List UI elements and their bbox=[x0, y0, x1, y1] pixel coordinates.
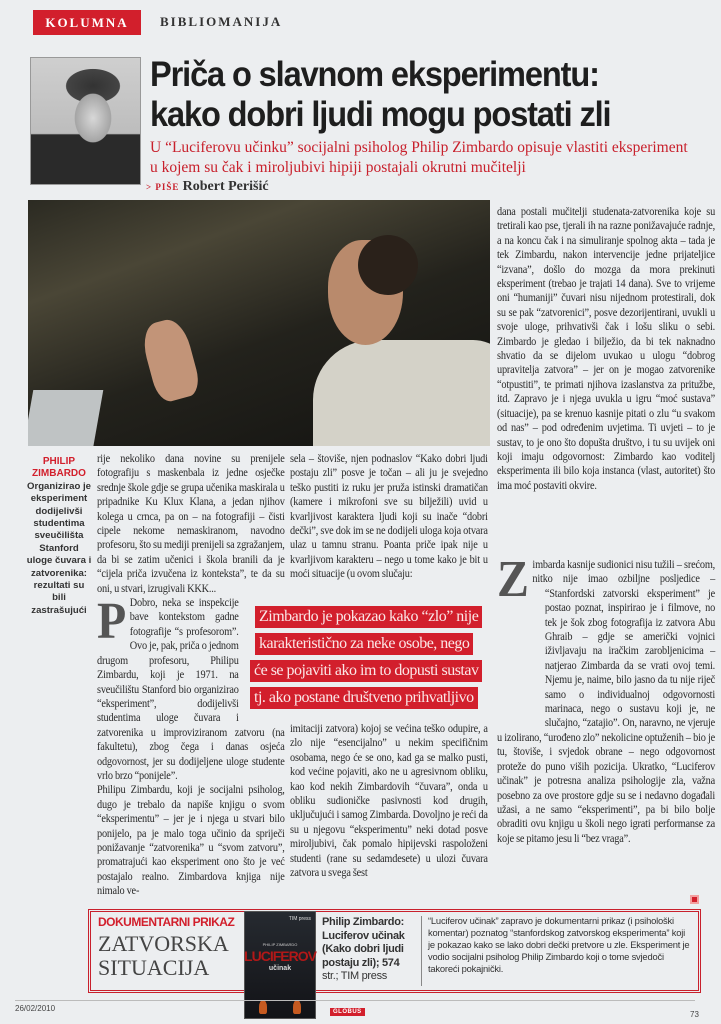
flame-icon bbox=[259, 1000, 267, 1014]
article-column-2-bottom: imitaciji zatvora) kojoj se većina teško odupire, a zlo nije “esencijalno” u nekim specifičnim osobama, nego će se ono, kad ga se malko pusti, kod većine pojaviti, ako ne u agresivnom obliku, kao kod nekih Zimbardovih “čuvara”, onda u obliku sudioničke pasivnosti kod drugih, uključujući i samog Zimbarda. Dovoljno je reći da su u njegovu “eksperimentu” neki dotad posve miroljubivi, čak pomalo hipijevski raspoloženi studenti (rane su sedamdesete) u ulozi čuvara zatvora u svega šest bbox=[290, 723, 488, 880]
magazine-logo: GLOBUS bbox=[330, 1008, 365, 1016]
photo-laptop bbox=[28, 390, 103, 446]
drop-cap: Z bbox=[497, 551, 529, 608]
end-mark-icon bbox=[690, 895, 699, 904]
paragraph: rije nekoliko dana novine su prenijele fotografiju s maskenbala iz jedne osječke srednje škole gdje se grupa učenika maskirala u pripadnike Ku Klux Klana, a jedan njihov kolega u crnca, pa on – na fotografiji – čisti cipele nekome nemaskiranom, navodno profesoru, što su mediji prenijeli sa zgražanjem, da bi se zatim učenici i škola branili da je “cijela priča izvučena iz konteksta”, te da su oni, u stvari, izrugivali KKK... bbox=[97, 453, 285, 595]
main-photo bbox=[28, 200, 490, 446]
pull-quote-line: tj. ako postane društveno prihvatljivo bbox=[250, 687, 478, 709]
author-name: Robert Perišić bbox=[182, 179, 269, 194]
paragraph: Philipu Zimbardu, koji je socijalni psiholog, dugo je trebalo da napiše knjigu o svom “eksperimentu” – jer je i njega u stvari bilo ponijelo, pa je malo toga učinio da spriječi ponižavanje “zatvorenika” u “svom zatvoru”, promatrajući kao eksperiment ono što je već postajalo realno. Zimbardova knjiga nije nimalo ve- bbox=[97, 784, 285, 898]
review-text: “Luciferov učinak” zapravo je dokumentarni prikaz (i psihološki komentar) poznatog “stanfordskog zatvorskog eksperimenta” koji je pokazao kako se lako dobri dečki pretvore u zle. Eksperiment je vodio socijalni psiholog Philip Zimbardo koji o tome svjedoči takoreći pokajnički. bbox=[428, 915, 690, 974]
drop-cap: P bbox=[97, 593, 127, 650]
page-number: 73 bbox=[690, 1010, 699, 1019]
book-info-publisher: str.; TIM press bbox=[322, 970, 387, 982]
photo-hair bbox=[358, 235, 418, 295]
photo-hand bbox=[138, 316, 202, 405]
review-title bbox=[98, 932, 229, 980]
pull-quote-line: karakteristično za neke osobe, nego bbox=[255, 633, 473, 655]
article-subtitle: U “Luciferovu učinku” socijalni psiholog Philip Zimbardo opisuje vlastiti eksperiment u kojem su čak i miroljubivi hipiji postajali okrutni mučitelji bbox=[150, 139, 688, 176]
cover-publisher: TIM press bbox=[288, 916, 311, 922]
caption-text: Organizirao je eksperiment dodijelivši studentima sveučilišta Stanford uloge čuvara i zatvorenika: rezultati su bili zastrašujući bbox=[26, 480, 92, 616]
cover-subtitle: učinak bbox=[268, 965, 292, 972]
author-photo bbox=[30, 57, 141, 185]
book-cover bbox=[244, 911, 316, 1019]
paragraph: imbarda kasnije sudionici nisu tužili – srećom, nitko nije imao ozbiljne posljedice – “Stanfordski zatvorski eksperiment” je postao poznat, inspirirao je i filmove, no tek je šok zbog fotografija iz zatvora Abu Ghraib – gdje se američki vojnici iživljavaju na iračkim zarobljenicima – natjerao Zimbarda da se vrati ovoj temi. Njemu je, naime, bilo jasno da tu nije riječ samo o individualnoj odgovornosti marinaca, nego o sustavu koji je, ne slučajno, “zatajio”. On, naravno, ne vjeruje u izolirano, “urođeno zlo” nekolicine optuženih – bio je tu, štoviše, i svjedok obrane – nego odgovornost proteže do puno viših pozicija. Ukratko, “Luciferov učinak” je potresna analiza psihologije zla, važna posebno za ove prostore gdje su se i nedavno događali užasi, a ne samo “eksperimenti”, pa bi bilo bolje obraditi ovu knjigu u školi nego igrati performanse za koje se pitamo jesu li “bez vraga”. bbox=[497, 559, 716, 845]
book-info-text: Philip Zimbardo: Luciferov učinak (Kako dobri ljudi postaju zli); 574 bbox=[322, 916, 405, 969]
review-title-line: ZATVORSKA bbox=[98, 931, 229, 956]
issue-date: 26/02/2010 bbox=[15, 1004, 56, 1013]
flame-icon bbox=[293, 1000, 301, 1014]
byline-prefix: > PIŠE bbox=[146, 182, 180, 192]
photo-jacket bbox=[313, 340, 490, 446]
book-info bbox=[322, 916, 418, 984]
rubric-label: BIBLIOMANIJA bbox=[160, 14, 283, 29]
photo-caption bbox=[26, 456, 92, 617]
paragraph: Dobro, neka se inspekcije bave kontekstom gadne fotografije “s profesorom”. Ovo je, pak, priča o jednom drugom profesoru, Philipu Zimbardu, koji je 1971. na sveučilištu Stanford bio organizirao “eksperiment”, dodijelivši studentima uloge čuvara i zatvorenika u improviziranom zatvoru (na fakultetu), zbog čega i danas osjeća odgovornost, jer su dodijeljene uloge studente vrlo brzo “ponijele”. bbox=[97, 597, 285, 782]
pull-quote-line: će se pojaviti ako im to dopusti sustav bbox=[250, 660, 482, 682]
cover-title: LUCIFEROV bbox=[244, 948, 316, 964]
article-column-3-top: dana postali mučitelji studenata-zatvorenika koje su tretirali kao pse, tjerali ih na razne ponižavajuće radnje, a na koncu čak i na simuliranje spolnog akta – tada je tek Zimbardu, nakon intervencije jedne prijateljice “izvana”, došlo do mozga da mora prekinuti eksperiment (trebao je trajati 14 dana). Sve to vrijeme oni “humaniji” čuvari nisu nijednom protestirali, dok su se pak “zatvorenici”, posve dezorijentirani, uvukli u svoje uloge, prihvativši čak i lošu sliku o sebi. Zimbardo je gledao i bilježio, da bi tek naknadno shvatio da se dijelom uvukao u ulogu “dobrog upravitelja zatvora” – jer on je mogao zatvorenike “otpustiti”, te primati njihova izaslanstva za pritužbe, itd. Zapravo je i njega uvukla u igru “moć sustava” (situacije), pa se krenuo kasnije pitati o zlu “u svakom od nas” – pod određenim uvjetima. Ti uvjeti – to je sustav, to je ono što dopušta društvo, i tu su uvijek oni koji imaju odgovornost: Zimbardo kao voditelj eksperimenta ili bilo koja instanca (vlast, autoritet) što ima moć postaviti okvire. bbox=[497, 206, 716, 492]
pull-quote bbox=[250, 606, 530, 714]
divider bbox=[421, 916, 422, 986]
article-title: Priča o slavnom eksperimentu: kako dobri ljudi mogu postati zli bbox=[150, 55, 611, 134]
article-column-2-top: sela – štoviše, njen podnaslov “Kako dobri ljudi postaju zli” posve je točan – ali ju je svejedno teško pustiti iz ruku jer pruža istinski dramatičan (kamere i mikrofoni sve su bilježili) uvid u kvarljivost karaktera ljudi koji su inače “dobri dečki”, sve dok im se ne dodijeli uloga koja otvara ulaz u tamnu stranu. Poanta priče ipak nije u kvarljivom karakteru – nego u tome kako je bit u moći situacije (u ovom slučaju: bbox=[290, 453, 488, 581]
review-kicker: DOKUMENTARNI PRIKAZ bbox=[98, 915, 235, 929]
byline bbox=[146, 178, 269, 195]
review-title-line: SITUACIJA bbox=[98, 955, 210, 980]
pull-quote-line: Zimbardo je pokazao kako “zlo” nije bbox=[255, 606, 482, 628]
cover-author: PHILIP ZIMBARDO bbox=[262, 942, 298, 947]
section-tag: KOLUMNA bbox=[33, 10, 141, 35]
caption-name: PHILIP ZIMBARDO bbox=[32, 456, 86, 480]
footer-rule bbox=[15, 1000, 695, 1001]
